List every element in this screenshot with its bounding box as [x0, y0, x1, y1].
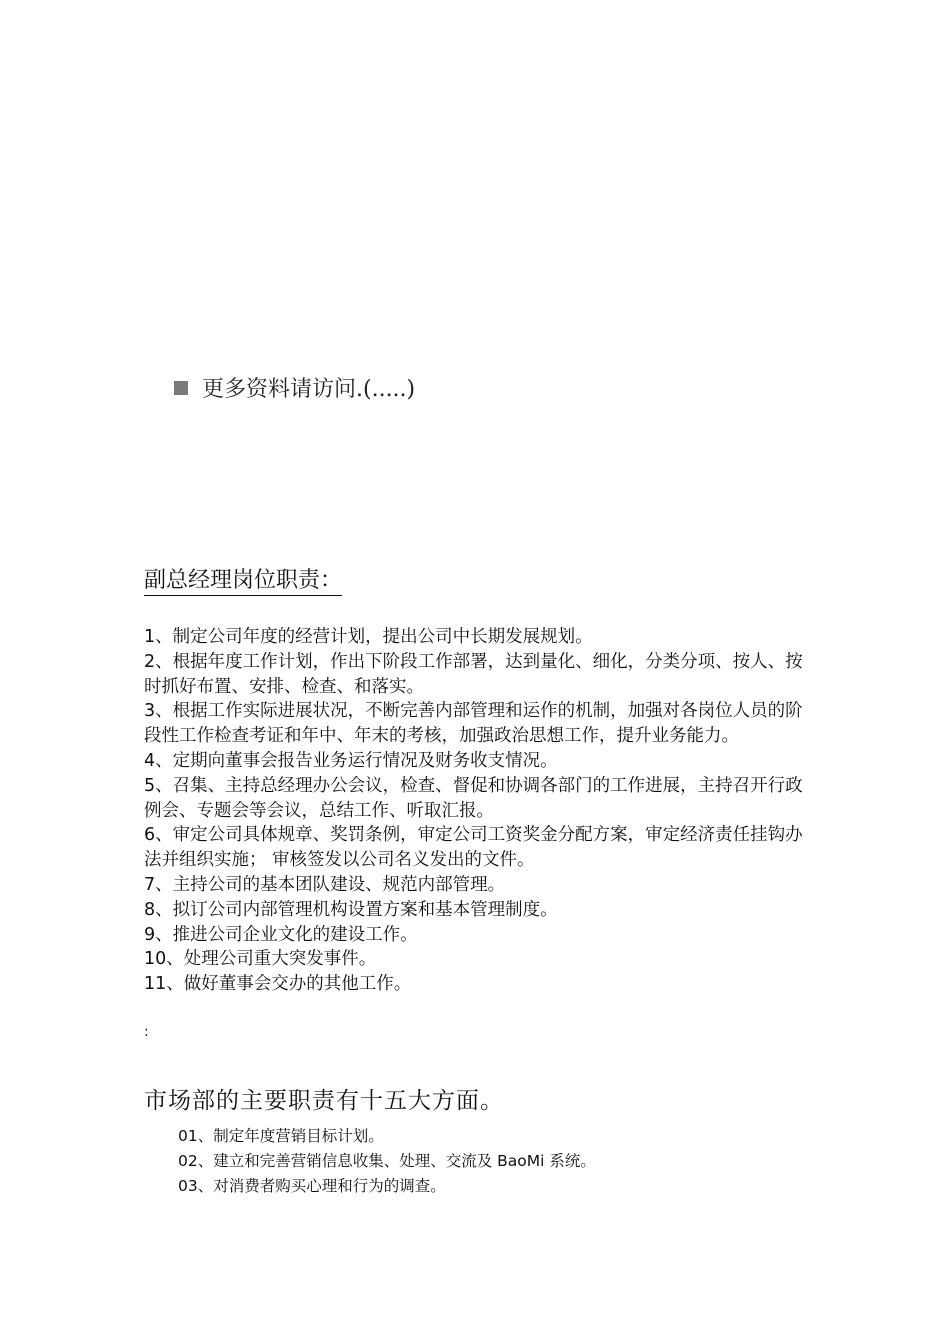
list-item: 10、处理公司重大突发事件。 [144, 949, 377, 970]
list-item: 4、定期向董事会报告业务运行情况及财务收支情况。 [144, 750, 558, 771]
promo-text: 更多资料请访问.(.....) [202, 377, 416, 402]
list-item: 7、主持公司的基本团队建设、规范内部管理。 [144, 874, 506, 895]
section-title-marketing: 市场部的主要职责有十五大方面。 [144, 1088, 504, 1114]
marketing-duties-list [178, 1124, 596, 1199]
list-item: 03、对消费者购买心理和行为的调查。 [178, 1177, 446, 1195]
square-bullet-icon [174, 381, 188, 395]
list-item: 11、做好董事会交办的其他工作。 [144, 974, 412, 995]
list-item: 6、审定公司具体规章、奖罚条例，审定公司工资奖金分配方案，审定经济责任挂钩办法并组织实施； 审核签发以公司名义发出的文件。 [144, 825, 803, 871]
list-item: 01、制定年度营销目标计划。 [178, 1127, 384, 1145]
list-item: 9、推进公司企业文化的建设工作。 [144, 924, 418, 945]
promo-line [174, 372, 415, 403]
list-item: 1、制定公司年度的经营计划，提出公司中长期发展规划。 [144, 627, 593, 647]
list-item: 2、根据年度工作计划，作出下阶段工作部署，达到量化、细化，分类分项、按人、按时抓好布置、安排、检查、和落实。 [144, 651, 803, 697]
trailing-colon-mark: : [144, 1024, 149, 1040]
list-item: 02、建立和完善营销信息收集、处理、交流及 BaoMi 系统。 [178, 1152, 596, 1170]
deputy-gm-duties-list [144, 625, 814, 997]
list-item: 5、召集、主持总经理办公会议，检查、督促和协调各部门的工作进展，主持召开行政例会、专题会等会议，总结工作、听取汇报。 [144, 775, 803, 821]
list-item: 8、拟订公司内部管理机构设置方案和基本管理制度。 [144, 899, 558, 920]
list-item: 3、根据工作实际进展状况，不断完善内部管理和运作的机制，加强对各岗位人员的阶段性工作检查考证和年中、年末的考核，加强政治思想工作，提升业务能力。 [144, 701, 803, 747]
section-title-deputy-gm: 副总经理岗位职责： [144, 563, 342, 596]
